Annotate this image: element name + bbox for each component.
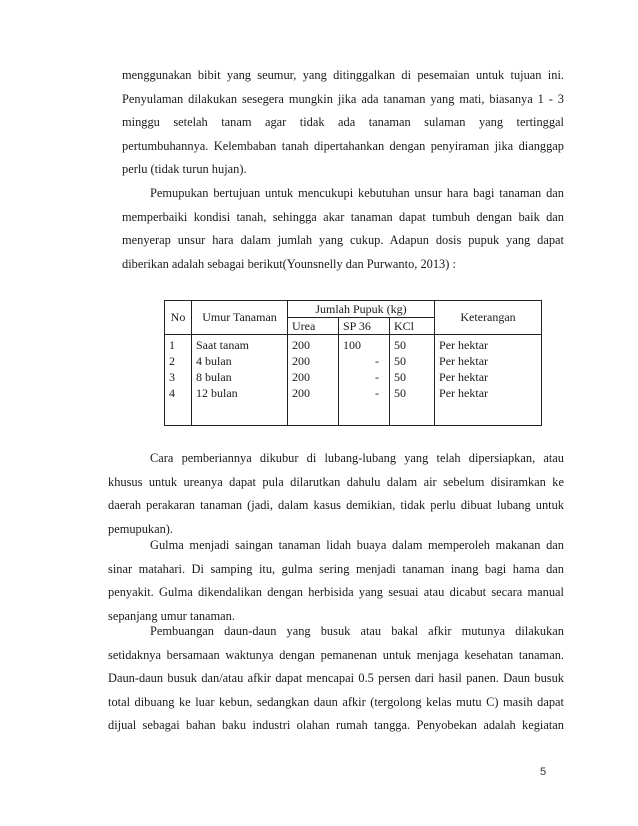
table-cell: Per hektar xyxy=(439,354,489,368)
paragraph-gulma xyxy=(108,534,564,628)
header-kcl: KCl xyxy=(390,318,435,335)
text-line: sepanjang umur tanaman. xyxy=(108,608,235,623)
text-line: Daun-daun busuk dan/atau afkir dapat mencapai 0.5 persen dari hasil panen. Daun busuk xyxy=(108,671,564,686)
header-no: No xyxy=(165,301,192,335)
table-cell: - xyxy=(375,386,379,400)
header-umur-tanaman: Umur Tanaman xyxy=(192,301,288,335)
table-cell: 3 xyxy=(169,370,175,384)
text-line: diberikan adalah sebagai berikut(Younsnelly dan Purwanto, 2013) : xyxy=(122,256,456,271)
table-cell: 50 xyxy=(394,354,406,368)
table-cell: 2 xyxy=(169,354,175,368)
column-urea xyxy=(288,335,339,426)
table-cell: 12 bulan xyxy=(196,386,238,400)
table-cell: 4 xyxy=(169,386,175,400)
table-cell: 1 xyxy=(169,338,175,352)
table-row xyxy=(165,335,542,426)
fertilizer-dose-table xyxy=(164,300,542,426)
paragraph-pembuangan-daun xyxy=(108,620,564,738)
header-jumlah-pupuk: Jumlah Pupuk (kg) xyxy=(288,301,435,318)
table-cell: 50 xyxy=(394,370,406,384)
text-line: perlu (tidak turun hujan). xyxy=(122,162,247,177)
column-sp36 xyxy=(339,335,390,426)
table-cell: 50 xyxy=(394,386,406,400)
column-keterangan xyxy=(435,335,542,426)
table-cell: 200 xyxy=(292,338,310,352)
column-umur xyxy=(192,335,288,426)
header-keterangan: Keterangan xyxy=(435,301,542,335)
table-cell: Saat tanam xyxy=(196,338,249,352)
text-line: Cara pemberiannya dikubur di lubang-lubang yang telah dipersiapkan, atau xyxy=(150,451,564,465)
text-line: setidaknya bersamaan waktunya dengan pemanenan untuk menjaga kesehatan tanaman. xyxy=(108,647,564,662)
text-line: Penyulaman dilakukan sesegera mungkin jika ada tanaman yang mati, biasanya 1 - 3 xyxy=(122,91,564,106)
column-kcl xyxy=(390,335,435,426)
text-line: Pemupukan bertujuan untuk mencukupi kebutuhan unsur hara bagi tanaman dan xyxy=(150,186,564,200)
table-cell: 200 xyxy=(292,386,310,400)
column-no xyxy=(165,335,192,426)
paragraph-penyulaman xyxy=(122,64,564,182)
text-line: Gulma menjadi saingan tanaman lidah buaya dalam memperoleh makanan dan xyxy=(150,538,564,552)
table-cell: 200 xyxy=(292,354,310,368)
paragraph-cara-pemberian xyxy=(108,447,564,541)
header-urea: Urea xyxy=(288,318,339,335)
text-line: menyerap unsur hara dalam jumlah yang cukup. Adapun dosis pupuk yang dapat xyxy=(122,233,564,248)
text-line: sinar matahari. Di samping itu, gulma sering menjadi tanaman inang bagi hama dan xyxy=(108,561,564,576)
text-line: menggunakan bibit yang seumur, yang ditinggalkan di pesemaian untuk tujuan ini. xyxy=(122,68,564,82)
table-cell: 200 xyxy=(292,370,310,384)
table-cell: Per hektar xyxy=(439,338,489,352)
table-cell: Per hektar xyxy=(439,370,489,384)
table-cell: 8 bulan xyxy=(196,370,232,384)
table-cell: 50 xyxy=(394,338,406,352)
text-line: dijual sebagai bahan baku industri olahan rumah tangga. Penyobekan adalah kegiatan xyxy=(108,718,564,733)
table-cell: Per hektar xyxy=(439,386,489,400)
text-line: minggu setelah tanam agar tidak ada tanaman sulaman yang tertinggal xyxy=(122,115,564,130)
table-cell: - xyxy=(375,370,379,384)
table-cell: - xyxy=(375,354,379,368)
text-line: pertumbuhannya. Kelembaban tanah dipertahankan dengan penyiraman jika dianggap xyxy=(122,138,564,153)
text-line: khusus untuk ureanya dapat pula dilarutkan dahulu dalam air sebelum disiramkan ke xyxy=(108,474,564,489)
text-line: total dibuang ke luar kebun, sedangkan daun afkir (tergolong kelas mutu C) masih dapat xyxy=(108,694,564,709)
table-cell: 4 bulan xyxy=(196,354,232,368)
text-line: pemupukan). xyxy=(108,521,174,536)
text-line: penyakit. Gulma dikendalikan dengan herbisida yang sesuai atau dicabut secara manual xyxy=(108,585,564,600)
text-line: memperbaiki kondisi tanah, sehingga akar tanaman dapat tumbuh dengan baik dan xyxy=(122,209,564,224)
paragraph-pemupukan xyxy=(122,182,564,276)
header-sp36: SP 36 xyxy=(339,318,390,335)
page-number: 5 xyxy=(540,766,547,778)
table-cell: 100 xyxy=(343,338,361,352)
text-line: Pembuangan daun-daun yang busuk atau bakal afkir mutunya dilakukan xyxy=(150,624,564,638)
text-line: daerah perakaran tanaman (jadi, dalam kasus demikian, tidak perlu dibuat lubang untuk xyxy=(108,498,564,513)
